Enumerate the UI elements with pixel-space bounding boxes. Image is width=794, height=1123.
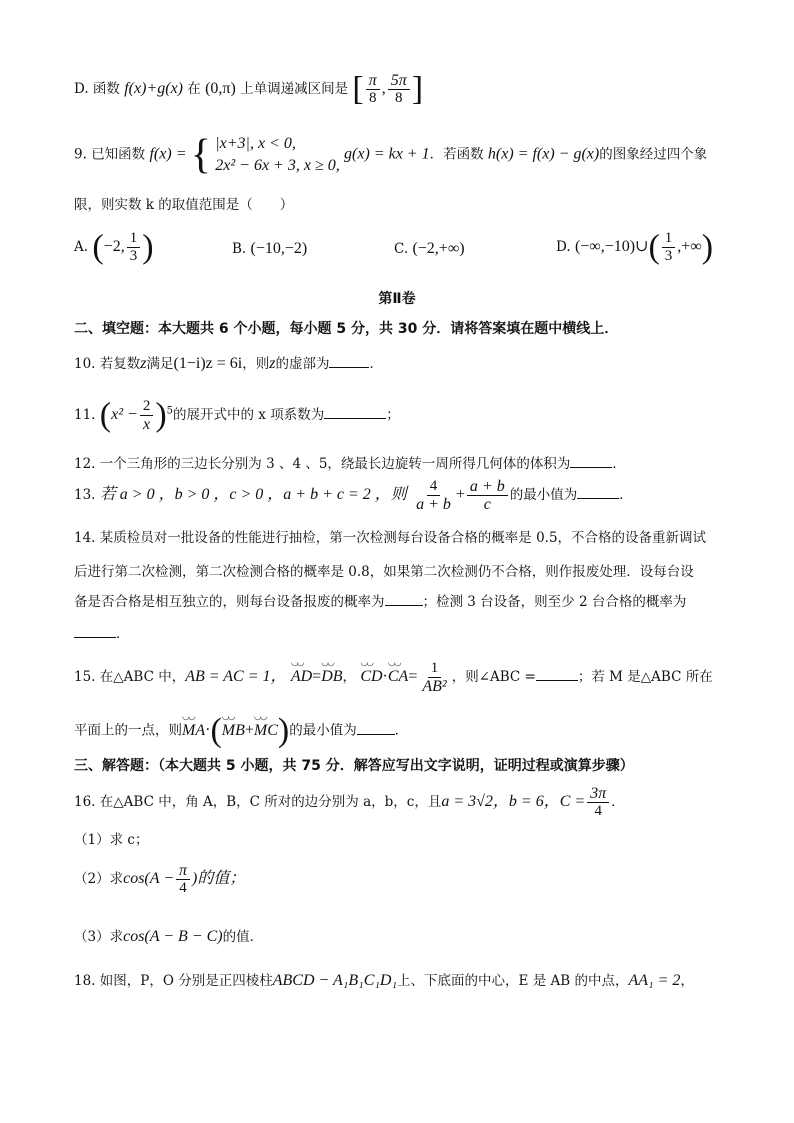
question-11: 11. (x² − $\frac{2}{x}$ )$^5$的展开式中的 x 项系数为 ； (74, 396, 400, 434)
q8d-expr: f(x)+g(x) (124, 80, 183, 97)
question-16-part1: （1）求 c； (74, 832, 149, 848)
q9-choice-d[interactable]: D. (−∞,−10)∪( $\frac{1}{3}$ ,+∞) (556, 228, 714, 266)
answer-blank[interactable] (329, 355, 369, 368)
section-2-title: 二、填空题：本大题共 6 个小题，每小题 5 分，共 30 分．请将答案填在题中横线上． (74, 321, 619, 337)
q8-choice-d: D. 函数 f(x)+g(x) 在 (0,π) 上单调递减区间是 [ $\frac{\pi}{8}$ , $\frac{5\pi}{8}$ ] (74, 70, 424, 108)
question-15: 15. 在△ABC 中，AB = AC = 1， ◡◡ AD=◡◡ DB， ◡◡ CD·◡◡ CA= $\frac{1}{\text{AB²}}$ ，则∠ABC = ；若 M 是△ABC 所在 (74, 660, 713, 695)
answer-blank[interactable] (385, 593, 423, 606)
question-14: 14. 某质检员对一批设备的性能进行抽检，第一次检测每台设备合格的概率是 0.5，不合格的设备重新调试 (74, 530, 707, 546)
piecewise-cases: |x+3|, x < 0, 2x² − 6x + 3, x ≥ 0, (215, 135, 340, 174)
q9-choice-c[interactable]: C. (−2,+∞) (394, 240, 465, 257)
question-15-line2: 平面上的一点，则◡◡ MA·(◡◡ MB+◡◡ MC)的最小值为 ． (74, 714, 408, 748)
answer-blank[interactable] (324, 406, 386, 419)
question-14-line3: 备是否合格是相互独立的，则每台设备报废的概率为 ；检测 3 台设备，则至少 2 台合格的概率为 (74, 594, 687, 610)
section-3-title: 三、解答题：（本大题共 5 小题，共 75 分．解答应写出文字说明，证明过程或演算步骤） (74, 758, 634, 774)
question-18: 18. 如图，P，O 分别是正四棱柱ABCD − A₁B₁C₁D₁上、下底面的中心，E 是 AB 的中点，AA₁ = 2， (74, 972, 694, 989)
answer-blank[interactable] (570, 455, 612, 468)
question-16: 16. 在△ABC 中，角 A，B，C 所对的边分别为 a，b，c，且a = 3√2，b = 6，C = $\frac{3\pi}{4}$ ． (74, 785, 625, 819)
question-16-part2: （2）求cos(A − $\frac{\pi}{4}$ )的值； (74, 862, 246, 896)
question-14-line2: 后进行第二次检测，第二次检测合格的概率是 0.8，如果第二次检测仍不合格，则作报废处理．设每台设 (74, 564, 694, 580)
answer-blank[interactable] (357, 722, 395, 735)
question-10: 10. 若复数z满足(1−i)z = 6i，则z的虚部为 ． (74, 355, 383, 372)
question-12: 12. 一个三角形的三边长分别为 3 、4 、5，绕最长边旋转一周所得几何体的体积为 ． (74, 456, 626, 472)
answer-blank[interactable] (74, 625, 116, 638)
q9-choice-a[interactable]: A. (−2, $\frac{1}{3}$ ) (74, 228, 154, 266)
question-9-line2: 限，则实数 k 的取值范围是（ ） (74, 197, 294, 213)
question-9: 9. 已知函数 f(x) = { |x+3|, x < 0, 2x² − 6x + 3, x ≥ 0, g(x) = kx + 1．若函数 h(x) = f(x) − g(x)的图象经过四个象 (74, 132, 708, 178)
answer-blank[interactable] (536, 668, 578, 681)
question-13: 13. 若 a > 0 ，b > 0 ，c > 0 ，a + b + c = 2 ，则 $\frac{4}{a + b}$ + $\frac{a + b}{c}$ 的最小值为 ． (74, 478, 633, 513)
answer-blank[interactable] (577, 486, 619, 499)
q9-choice-b[interactable]: B. (−10,−2) (232, 240, 308, 257)
question-14-line4: ． (74, 622, 130, 642)
volume-title: 第Ⅱ卷 (378, 291, 416, 307)
question-16-part3: （3）求cos(A − B − C)的值． (74, 928, 264, 945)
